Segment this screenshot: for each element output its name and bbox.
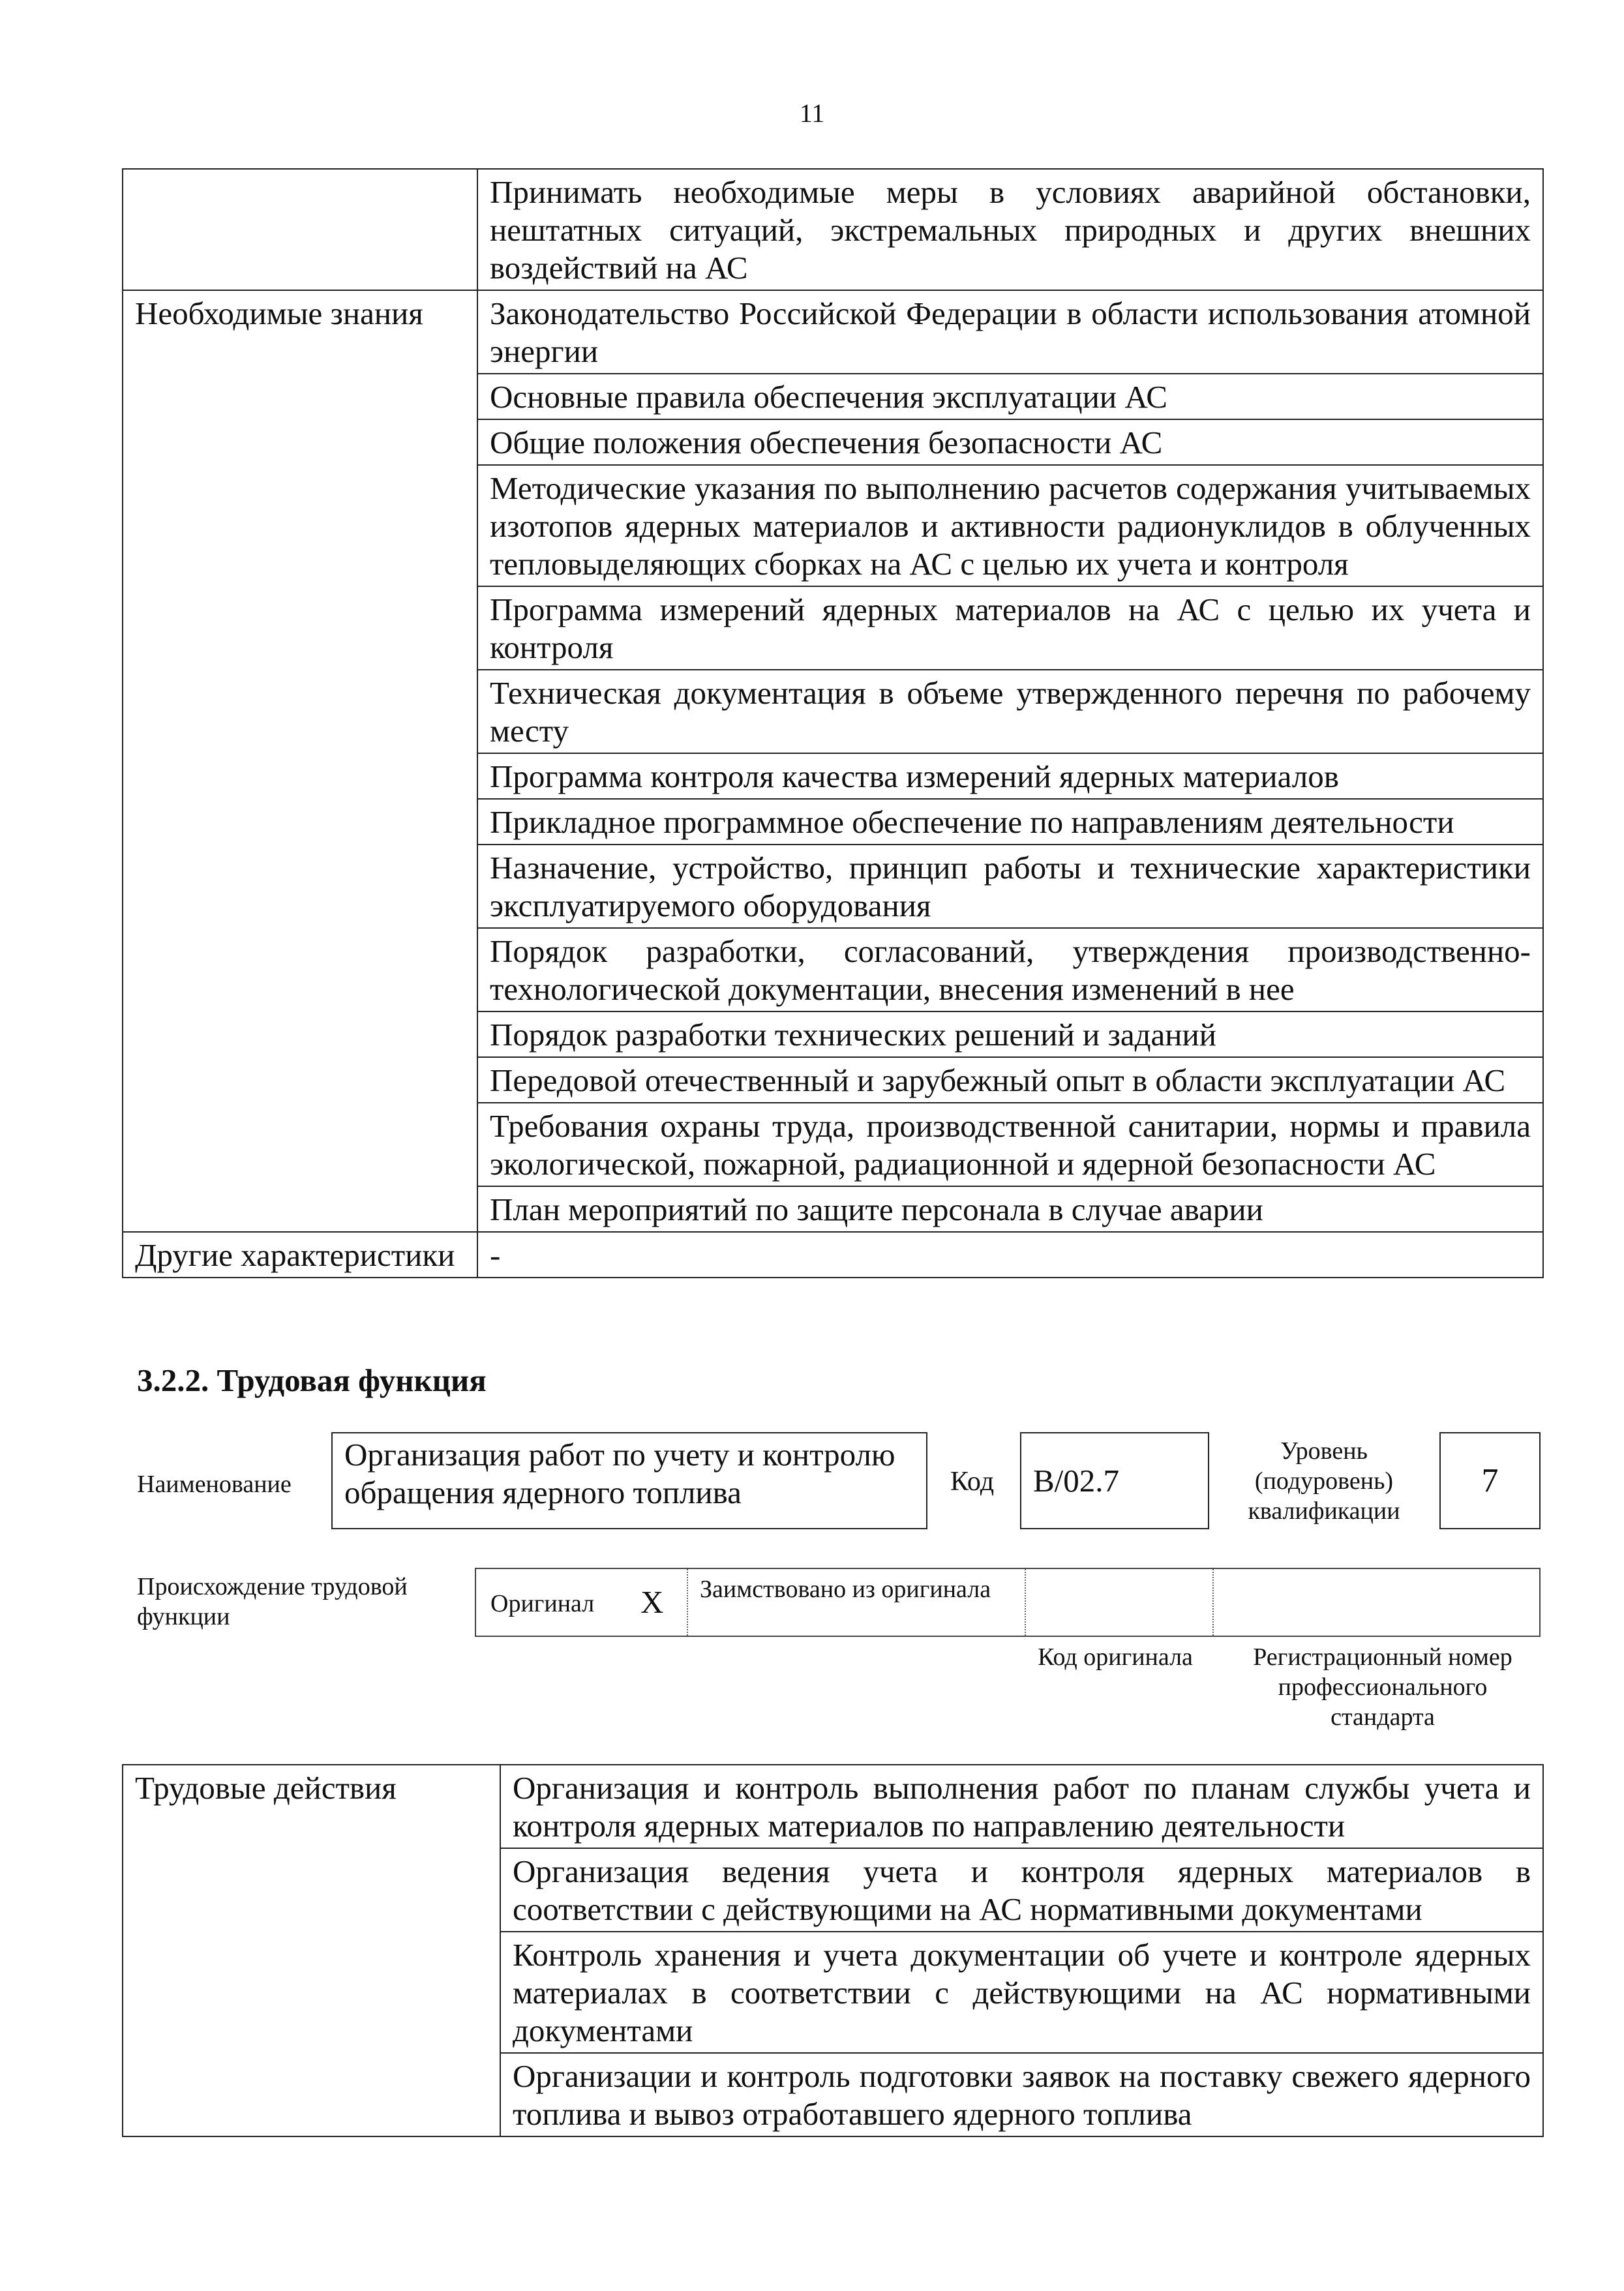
knowledge-item: Общие положения обеспечения безопасности АС	[477, 419, 1543, 465]
knowledge-item: Порядок разработки технических решений и заданий	[477, 1011, 1543, 1057]
original-cell	[476, 1569, 688, 1636]
action-item: Организация и контроль выполнения работ по планам службы учета и контроля ядерных материалов по направлению деятельности	[500, 1765, 1543, 1848]
knowledge-item: Порядок разработки, согласований, утверждения производственно-технологической документации, внесения изменений в нее	[477, 928, 1543, 1011]
borrowed-label: Заимствовано из оригинала	[700, 1576, 991, 1603]
knowledge-item: Прикладное программное обеспечение по направлениям деятельности	[477, 799, 1543, 845]
knowledge-table	[122, 168, 1544, 1278]
action-item: Контроль хранения и учета документации об учете и контроле ядерных материалах в соответствии с действующими на АС нормативными документами	[500, 1932, 1543, 2053]
reg-number-label: Регистрационный номер профессионального стандарта	[1253, 1643, 1512, 1731]
origin-row	[475, 1568, 1541, 1637]
row-value: -	[477, 1232, 1543, 1278]
labor-actions-table	[122, 1764, 1544, 2137]
level-box	[1439, 1432, 1541, 1529]
row-label-other: Другие характеристики	[123, 1232, 477, 1278]
knowledge-item: Методические указания по выполнению расчетов содержания учитываемых изотопов ядерных материалов и активности радионуклидов в облученных тепловыделяющих сборках на АС с целью их учета и контроля	[477, 465, 1543, 586]
knowledge-item: Требования охраны труда, производственной санитарии, нормы и правила экологической, пожарной, радиационной и ядерной безопасности АС	[477, 1103, 1543, 1186]
orig-code-label: Код оригинала	[1038, 1643, 1193, 1671]
row-value: Принимать необходимые меры в условиях аварийной обстановки, нештатных ситуаций, экстремальных природных и других внешних воздействий на АС	[477, 169, 1543, 290]
table-row	[123, 1765, 1543, 1848]
knowledge-item: Программа измерений ядерных материалов на АС с целью их учета и контроля	[477, 586, 1543, 670]
name-label: Наименование	[137, 1471, 292, 1498]
original-mark: X	[640, 1584, 664, 1620]
borrowed-cell	[687, 1569, 1026, 1636]
level-label: Уровень (подуровень) квалификации	[1248, 1437, 1400, 1525]
table-row	[123, 290, 1543, 374]
code-box	[1020, 1432, 1209, 1529]
knowledge-item: Назначение, устройство, принцип работы и технические характеристики эксплуатируемого оборудования	[477, 845, 1543, 928]
row-label-actions: Трудовые действия	[123, 1765, 500, 2136]
origin-label: Происхождение трудовой функции	[137, 1573, 408, 1630]
action-item: Организации и контроль подготовки заявок на поставку свежего ядерного топлива и вывоз отработавшего ядерного топлива	[500, 2053, 1543, 2136]
knowledge-item: Основные правила обеспечения эксплуатации АС	[477, 374, 1543, 419]
table-row	[123, 1232, 1543, 1278]
knowledge-item: Законодательство Российской Федерации в области использования атомной энергии	[477, 290, 1543, 374]
action-item: Организация ведения учета и контроля ядерных материалов в соответствии с действующими на АС нормативными документами	[500, 1848, 1543, 1932]
function-name-box	[331, 1432, 927, 1529]
row-label	[123, 169, 477, 290]
function-name: Организация работ по учету и контролю обращения ядерного топлива	[344, 1437, 895, 1510]
knowledge-item: Передовой отечественный и зарубежный опыт в области эксплуатации АС	[477, 1057, 1543, 1103]
page-number: 11	[799, 98, 825, 128]
table-row	[123, 169, 1543, 290]
knowledge-item: Техническая документация в объеме утвержденного перечня по рабочему месту	[477, 670, 1543, 753]
level-value: 7	[1481, 1462, 1499, 1499]
original-label: Оригинал	[490, 1590, 595, 1617]
row-label-knowledge: Необходимые знания	[123, 290, 477, 1232]
knowledge-item: Программа контроля качества измерений ядерных материалов	[477, 753, 1543, 799]
code-value: B/02.7	[1033, 1463, 1120, 1499]
knowledge-item: План мероприятий по защите персонала в случае аварии	[477, 1186, 1543, 1232]
code-label: Код	[950, 1467, 995, 1497]
orig-code-cell	[1025, 1569, 1214, 1636]
section-heading: 3.2.2. Трудовая функция	[137, 1362, 487, 1398]
